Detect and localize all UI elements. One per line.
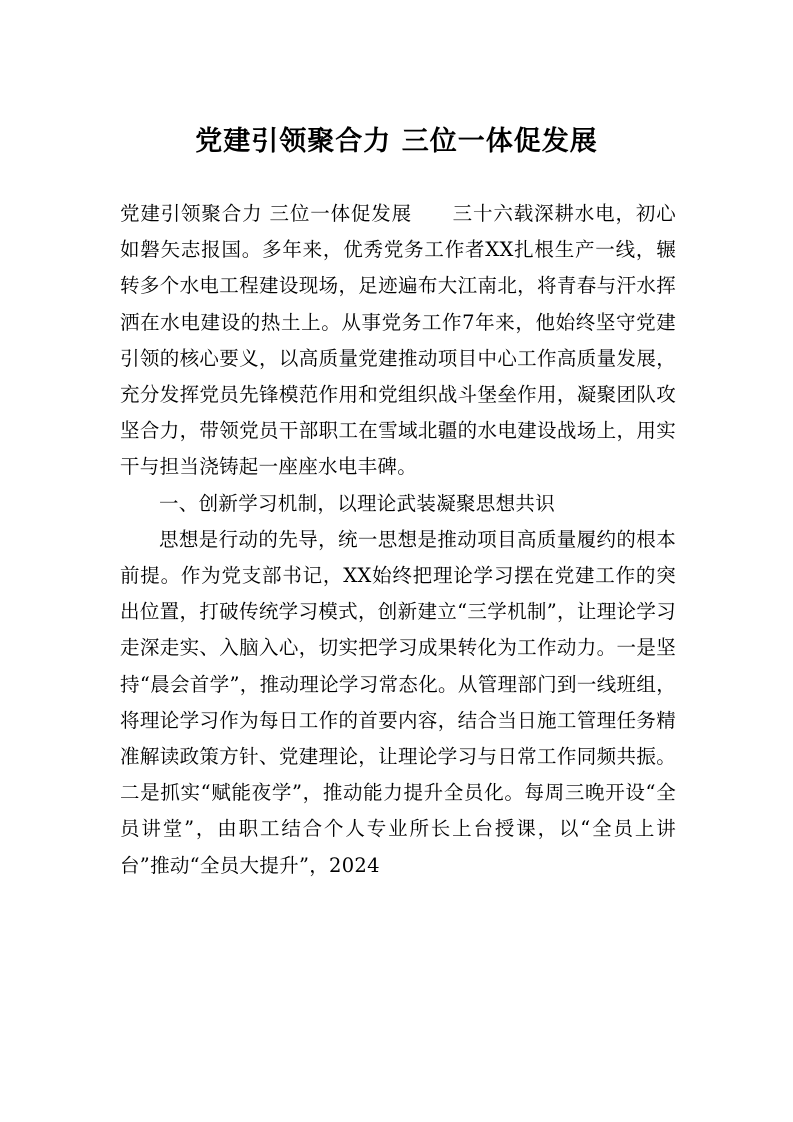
document-title: 党建引领聚合力 三位一体促发展 <box>195 126 598 157</box>
document-body <box>120 196 676 884</box>
section-heading: 一、创新学习机制，以理论武装凝聚思想共识 <box>159 491 556 515</box>
body-paragraph: 思想是行动的先导，统一思想是推动项目高质量履约的根本前提。作为党支部书记，XX始终把理论学习摆在党建工作的突出位置，打破传统学习模式，创新建立“三学机制”，让理论学习走深走实、入脑入心，切实把学习成果转化为工作动力。一是坚持“晨会首学”，推动理论学习常态化。从管理部门到一线班组，将理论学习作为每日工作的首要内容，结合当日施工管理任务精准解读政策方针、党建理论，让理论学习与日常工作同频共振。二是抓实“赋能夜学”，推动能力提升全员化。每周三晚开设“全员讲堂”，由职工结合个人专业所长上台授课，以“全员上讲台”推动“全员大提升”，2024 <box>120 527 676 877</box>
intro-paragraph: 党建引领聚合力 三位一体促发展 三十六载深耕水电，初心如磐矢志报国。多年来，优秀党务工作者XX扎根生产一线，辗转多个水电工程建设现场，足迹遍布大江南北，将青春与汗水挥洒在水电建设的热土上。从事党务工作7年来，他始终坚守党建引领的核心要义，以高质量党建推动项目中心工作高质量发展，充分发挥党员先锋模范作用和党组织战斗堡垒作用，凝聚团队攻坚合力，带领党员干部职工在雪域北疆的水电建设战场上，用实干与担当浇铸起一座座水电丰碑。 <box>120 202 676 479</box>
